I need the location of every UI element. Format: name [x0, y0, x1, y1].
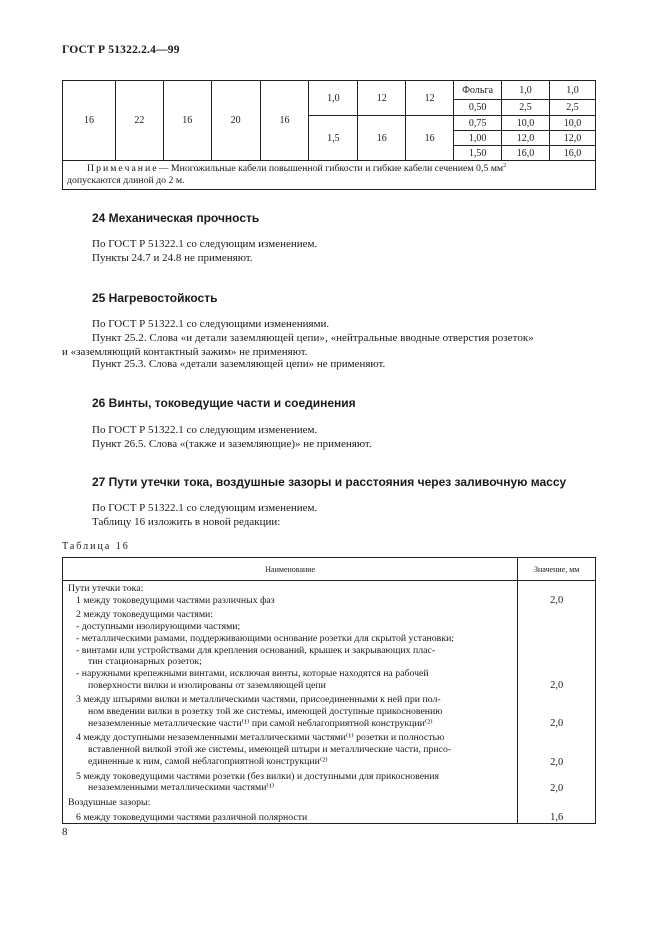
row-text: 2 между токоведущими частями:	[76, 609, 214, 621]
cell: 2,5	[502, 100, 550, 116]
row-name	[63, 581, 518, 595]
cell: 16,0	[549, 146, 595, 161]
section-title-27: 27 Пути утечки тока, воздушные зазоры и расстояния через заливочную массу	[92, 475, 567, 489]
note-sup: 2	[503, 163, 507, 169]
cell: 16,0	[502, 146, 550, 161]
cell: 20	[211, 81, 260, 161]
cell: 12	[358, 81, 406, 116]
row-value: 2,0	[518, 771, 596, 794]
cell: 0,75	[454, 116, 502, 131]
table-row	[63, 694, 596, 729]
row-text: ном введении вилки в розетку той же системы, имеющей доступные прикосновению	[88, 706, 443, 718]
row-text: тин стационарных розеток;	[88, 656, 202, 668]
cell: 1,0	[502, 81, 550, 100]
cell: 16	[406, 116, 454, 161]
cell: 2,5	[549, 100, 595, 116]
cell: 10,0	[549, 116, 595, 131]
table-row	[63, 581, 596, 595]
section-title-25: 25 Нагревостойкость	[92, 291, 218, 305]
note-text-2: допускаются длиной до 2 м.	[67, 175, 185, 186]
row-text: незаземленными металлическими частями⁽¹⁾	[88, 782, 275, 794]
row-name	[63, 771, 518, 794]
row-name	[63, 694, 518, 729]
cell: 1,0	[549, 81, 595, 100]
paragraph: и «заземляющий контактный зажим» не применяют.	[62, 346, 308, 358]
cell: 12,0	[549, 131, 595, 146]
row-value	[518, 581, 596, 595]
document-header: ГОСТ Р 51322.2.4—99	[62, 44, 180, 56]
cell: 16	[358, 116, 406, 161]
note-text: — Многожильные кабели повышенной гибкости и гибкие кабели сечением 0,5 мм	[158, 163, 504, 174]
row-text: - винтами или устройствами для крепления оснований, крышек и закрывающих плас-	[76, 644, 436, 656]
column-header-name: Наименование	[63, 558, 518, 581]
row-text: - наружными крепежными винтами, исключая винты, которые находятся на рабочей	[76, 667, 429, 679]
row-name	[63, 797, 518, 809]
cell: 0,50	[454, 100, 502, 116]
table-row	[63, 797, 596, 809]
row-text: 6 между токоведущими частями различной полярности	[76, 811, 308, 823]
section-title-26: 26 Винты, токоведущие части и соединения	[92, 396, 356, 410]
cell: 16	[63, 81, 116, 161]
table-row	[63, 595, 596, 607]
row-value	[518, 797, 596, 809]
row-text: Воздушные зазоры:	[68, 796, 151, 808]
section-title-24: 24 Механическая прочность	[92, 211, 260, 225]
paragraph: По ГОСТ Р 51322.1 со следующим изменением.	[92, 424, 318, 436]
paragraph: По ГОСТ Р 51322.1 со следующим изменением.	[92, 238, 318, 250]
paragraph: Таблицу 16 изложить в новой редакции:	[92, 516, 281, 528]
row-text: 5 между токоведущими частями розетки (без вилки) и доступными для прикосновения	[76, 770, 440, 782]
row-name	[63, 812, 518, 824]
paragraph: По ГОСТ Р 51322.1 со следующими изменениями.	[92, 318, 330, 330]
table-note	[63, 161, 596, 190]
cell: 16	[163, 81, 211, 161]
row-name	[63, 732, 518, 767]
table-row	[63, 812, 596, 824]
cell: 10,0	[502, 116, 550, 131]
row-name	[63, 595, 518, 607]
note-label: Примечание	[87, 163, 159, 174]
row-text: 1 между токоведущими частями различных фаз	[76, 594, 275, 606]
row-text: единенные к ним, самой неблагоприятной конструкции⁽²⁾	[88, 755, 328, 767]
cell: 1,50	[454, 146, 502, 161]
cell: 1,0	[309, 81, 358, 116]
paragraph: Пункт 25.3. Слова «детали заземляющей цепи» не применяют.	[92, 358, 386, 370]
cable-table	[62, 80, 596, 190]
row-text: 4 между доступными незаземленными металлическими частями⁽¹⁾ розетки и полностью	[76, 732, 445, 744]
row-text: Пути утечки тока:	[68, 583, 144, 594]
row-name	[63, 609, 518, 691]
row-text: 3 между штырями вилки и металлическими частями, присоединенными к ней при пол-	[76, 694, 441, 706]
paragraph: Пункты 24.7 и 24.8 не применяют.	[92, 252, 253, 264]
page-number: 8	[62, 826, 68, 838]
cell: 16	[260, 81, 309, 161]
row-value: 2,0	[518, 694, 596, 729]
paragraph: Пункт 26.5. Слова «(также и заземляющие)» не применяют.	[92, 438, 372, 450]
row-value: 2,0	[518, 595, 596, 607]
table-caption: Таблица 16	[62, 541, 130, 552]
paragraph: По ГОСТ Р 51322.1 со следующим изменением.	[92, 502, 318, 514]
cell: 22	[115, 81, 163, 161]
row-text: незаземленные металлические части⁽¹⁾ при самой неблагоприятной конструкции⁽²⁾	[88, 717, 433, 729]
cell: 12	[406, 81, 454, 116]
column-header-value: Значение, мм	[518, 558, 596, 581]
cell: 1,5	[309, 116, 358, 161]
row-value: 2,0	[518, 609, 596, 691]
table-row	[63, 609, 596, 691]
row-text: - доступными изолирующими частями;	[76, 621, 241, 633]
cell: Фольга	[454, 81, 502, 100]
row-text: - металлическими рамами, поддерживающими основание розетки для скрытой установки;	[76, 632, 455, 644]
row-value: 2,0	[518, 732, 596, 767]
table-row	[63, 771, 596, 794]
row-value: 1,6	[518, 812, 596, 824]
table-row	[63, 732, 596, 767]
row-text: поверхности вилки и изолированы от заземляющей цепи	[88, 679, 326, 691]
table-16	[62, 557, 596, 824]
row-text: вставленной вилкой этой же системы, имеющей штыри и металлические части, присо-	[88, 744, 452, 756]
cell: 12,0	[502, 131, 550, 146]
cell: 1,00	[454, 131, 502, 146]
paragraph: Пункт 25.2. Слова «и детали заземляющей цепи», «нейтральные вводные отверстия розеток»	[92, 332, 534, 344]
